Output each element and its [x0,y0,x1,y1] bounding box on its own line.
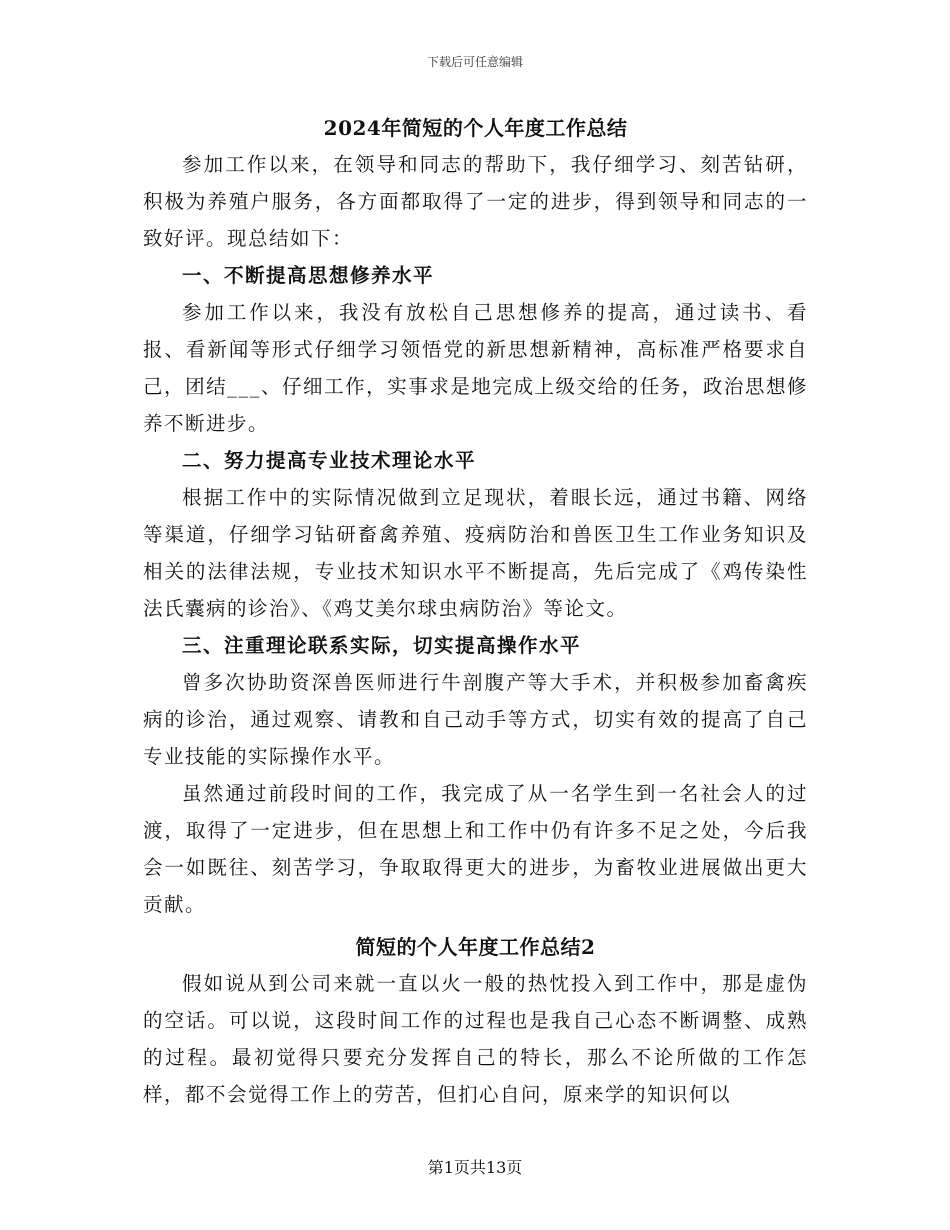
section-body-2: 根据工作中的实际情况做到立足现状，着眼长远，通过书籍、网络等渠道，仔细学习钻研畜禽养殖、疫病防治和兽医卫生工作业务知识及相关的法律法规，专业技术知识水平不断提高，先后完成了《鸡传染性法氏囊病的诊治》、《鸡艾美尔球虫病防治》等论文。 [143,486,808,620]
section-body-1: 参加工作以来，我没有放松自己思想修养的提高，通过读书、看报、看新闻等形式仔细学习领悟党的新思想新精神，高标准严格要求自己，团结___、仔细工作，实事求是地完成上级交给的任务，政治思想修养不断进步。 [143,301,808,435]
document-title: 2024年简短的个人年度工作总结 [323,116,628,140]
page-footer: 第1页共13页 [427,1158,523,1177]
section-heading-1: 一、不断提高思想修养水平 [182,264,435,287]
conclusion-paragraph: 虽然通过前段时间的工作，我完成了从一名学生到一名社会人的过渡，取得了一定进步，但在思想上和工作中仍有许多不足之处，今后我会一如既往、刻苦学习，争取取得更大的进步，为畜牧业进展做出更大贡献。 [143,782,808,916]
section-heading-3: 三、注重理论联系实际，切实提高操作水平 [182,634,582,657]
document-subtitle: 简短的个人年度工作总结2 [355,935,596,959]
second-summary-paragraph: 假如说从到公司来就一直以火一般的热忱投入到工作中，那是虚伪的空话。可以说，这段时间工作的过程也是我自己心态不断调整、成熟的过程。最初觉得只要充分发挥自己的特长，那么不论所做的工作怎样，都不会觉得工作上的劳苦，但扪心自问，原来学的知识何以 [143,972,808,1106]
intro-paragraph: 参加工作以来，在领导和同志的帮助下，我仔细学习、刻苦钻研，积极为养殖户服务，各方面都取得了一定的进步，得到领导和同志的一致好评。现总结如下： [143,153,808,250]
section-body-3: 曾多次协助资深兽医师进行牛剖腹产等大手术，并积极参加畜禽疾病的诊治，通过观察、请教和自己动手等方式，切实有效的提高了自己专业技能的实际操作水平。 [143,671,808,768]
document-body [143,110,808,1113]
section-heading-2: 二、努力提高专业技术理论水平 [182,449,477,472]
header-note: 下载后可任意编辑 [426,55,523,69]
